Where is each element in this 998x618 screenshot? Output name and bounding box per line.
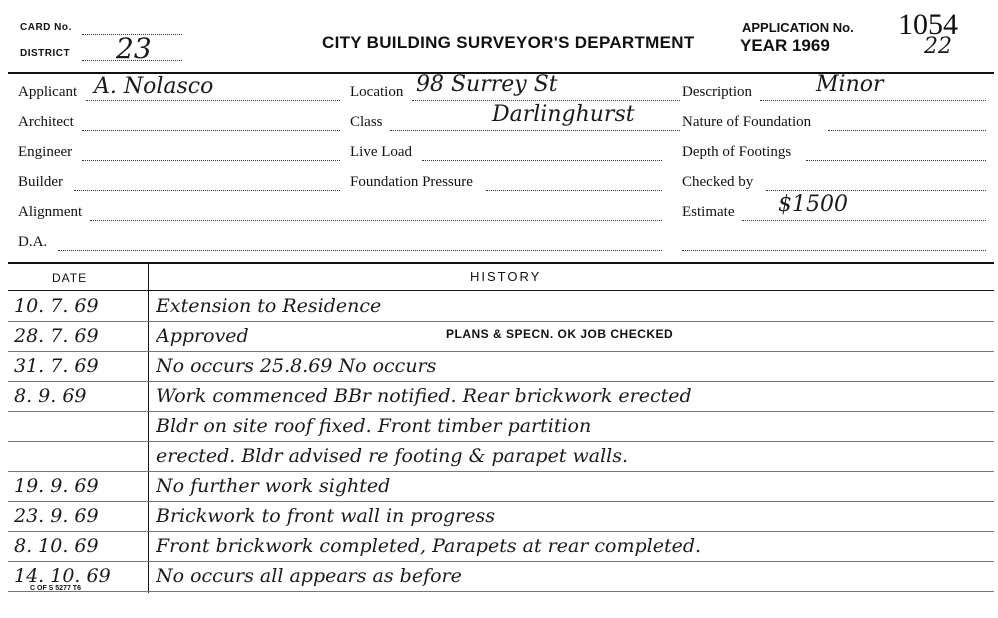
history-date: 23. 9. 69 (14, 505, 99, 527)
engineer-line (82, 160, 340, 161)
history-entry: No occurs 25.8.69 No occurs (156, 355, 437, 377)
applicant-line (86, 100, 340, 101)
application-label: APPLICATION No. (742, 20, 854, 35)
description-line (760, 100, 986, 101)
history-row-rule (8, 591, 994, 592)
applicant-label: Applicant (18, 84, 78, 100)
card-no-label: CARD No. (20, 22, 72, 33)
history-row-rule (8, 531, 994, 532)
nature-of-foundation-line (828, 130, 986, 131)
location-value: 98 Surrey St (416, 72, 558, 97)
history-row-rule (8, 381, 994, 382)
depth-of-footings-line (806, 160, 986, 161)
history-row-rule (8, 561, 994, 562)
location-label: Location (350, 84, 404, 100)
history-row-rule (8, 411, 994, 412)
live-load-line (422, 160, 662, 161)
estimate-value: $1500 (778, 192, 848, 217)
blank-line (682, 250, 986, 251)
footer-code: C OF S 5277 T6 (30, 585, 81, 592)
checked-by-line (766, 190, 986, 191)
date-header: DATE (52, 271, 88, 285)
nature-of-foundation-label: Nature of Foundation (682, 114, 812, 130)
history-top-rule (8, 262, 994, 264)
class-label: Class (350, 114, 383, 130)
application-suffix: 22 (924, 34, 952, 59)
history-row-rule (8, 321, 994, 322)
history-row-rule (8, 471, 994, 472)
live-load-label: Live Load (350, 144, 413, 160)
history-entry: No further work sighted (156, 475, 391, 497)
class-line (390, 130, 680, 131)
depth-of-footings-label: Depth of Footings (682, 144, 792, 160)
history-date: 10. 7. 69 (14, 295, 99, 317)
foundation-pressure-label: Foundation Pressure (350, 174, 473, 190)
history-entry: No occurs all appears as before (156, 565, 462, 587)
history-date: 19. 9. 69 (14, 475, 99, 497)
history-row-rule (8, 441, 994, 442)
history-header: HISTORY (470, 269, 542, 284)
history-entry: Extension to Residence (156, 295, 382, 317)
architect-line (82, 130, 340, 131)
history-entry: Work commenced BBr notified. Rear brickwork erected (156, 385, 692, 407)
history-date: 8. 10. 69 (14, 535, 99, 557)
checked-by-label: Checked by (682, 174, 754, 190)
alignment-label: Alignment (18, 204, 83, 220)
description-label: Description (682, 84, 752, 100)
history-entry: Approved (156, 325, 249, 347)
engineer-label: Engineer (18, 144, 73, 160)
estimate-label: Estimate (682, 204, 735, 220)
location-line (412, 100, 680, 101)
history-entry: Brickwork to front wall in progress (156, 505, 496, 527)
architect-label: Architect (18, 114, 74, 130)
da-line (58, 250, 662, 251)
date-column-divider (148, 263, 149, 593)
da-label: D.A. (18, 234, 48, 250)
history-entry: Bldr on site roof fixed. Front timber partition (156, 415, 592, 437)
history-entry: Front brickwork completed, Parapets at rear completed. (156, 535, 702, 557)
applicant-value: A. Nolasco (94, 74, 214, 99)
application-number: 1054 (898, 8, 958, 41)
builder-line (74, 190, 340, 191)
history-date: 14. 10. 69 (14, 565, 111, 587)
year-label: YEAR 1969 (740, 36, 830, 55)
foundation-pressure-line (486, 190, 662, 191)
history-row-rule (8, 351, 994, 352)
approval-stamp: PLANS & SPECN. OK JOB CHECKED (446, 327, 674, 341)
district-value: 23 (116, 32, 152, 65)
history-row-rule (8, 501, 994, 502)
department-title: CITY BUILDING SURVEYOR'S DEPARTMENT (322, 33, 695, 52)
description-value: Minor (816, 72, 884, 97)
history-date: 8. 9. 69 (14, 385, 87, 407)
alignment-line (90, 220, 662, 221)
history-entry: erected. Bldr advised re footing & parapet walls. (156, 445, 629, 467)
district-label: DISTRICT (20, 48, 71, 59)
estimate-line (742, 220, 986, 221)
history-date: 28. 7. 69 (14, 325, 99, 347)
builder-label: Builder (18, 174, 63, 190)
history-header-rule (8, 290, 994, 291)
class-value: Darlinghurst (492, 102, 635, 127)
history-date: 31. 7. 69 (14, 355, 99, 377)
